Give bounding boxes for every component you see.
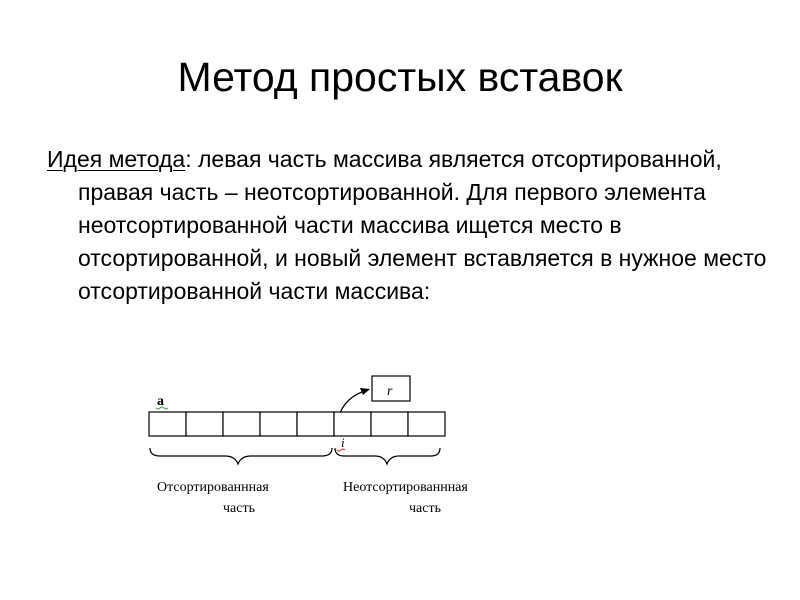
temp-variable-label: r [387, 384, 393, 399]
array-name-label: a [157, 394, 164, 409]
idea-text-block [47, 143, 767, 308]
sorted-label-line2: часть [223, 501, 255, 516]
unsorted-array-cell [371, 412, 408, 436]
unsorted-array-cell [334, 412, 371, 436]
array-cells [149, 412, 445, 436]
unsorted-array-cell [408, 412, 445, 436]
unsorted-brace [335, 448, 440, 464]
idea-paragraph [47, 143, 767, 308]
idea-text: : левая часть массива является отсортированной, правая часть – неотсортированной. Для первого элемента неотсортированной части массива ищется место в отсортированной, и новый элемент вставляется в нужное место отсортированной части массива: [78, 146, 767, 304]
sorted-array-cell [223, 412, 260, 436]
insertion-sort-diagram [130, 360, 530, 530]
unsorted-label-line2: часть [409, 501, 441, 516]
sorted-array-cell [149, 412, 186, 436]
sorted-brace [150, 448, 332, 464]
sorted-array-cell [260, 412, 297, 436]
sorted-array-cell [297, 412, 334, 436]
sorted-label-line1: Отсортированнная [157, 480, 269, 495]
idea-label: Идея метода [47, 146, 186, 172]
slide-title: Метод простых вставок [177, 54, 623, 100]
unsorted-label-line1: Неотсортированнная [343, 480, 468, 495]
sorted-array-cell [186, 412, 223, 436]
insert-arrow-head [360, 388, 370, 395]
index-label: i [341, 435, 345, 450]
